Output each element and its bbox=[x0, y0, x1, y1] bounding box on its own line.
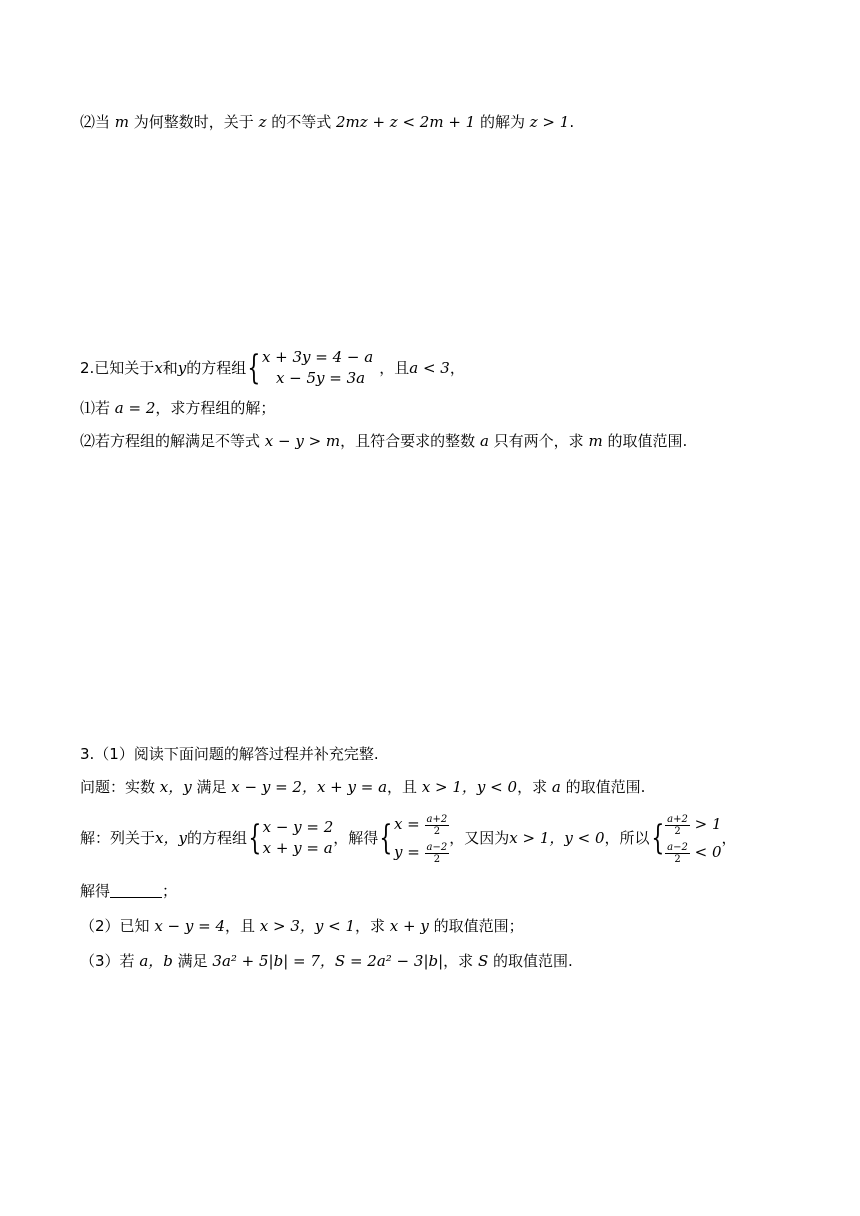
math-vars: x，y bbox=[159, 778, 192, 796]
math-var: a bbox=[479, 432, 489, 450]
fraction-num: a−2 bbox=[426, 841, 448, 853]
text: 的取值范围； bbox=[428, 917, 524, 935]
math-var: x bbox=[154, 359, 163, 377]
q3-result bbox=[80, 880, 177, 902]
math-equations: x − y = 2，x + y = a bbox=[231, 778, 388, 796]
equation-1: x − y = 2 bbox=[262, 818, 334, 836]
text: ； bbox=[162, 882, 178, 900]
math-condition: x > 1，y < 0 bbox=[421, 778, 518, 796]
text: （2）已知 bbox=[80, 917, 155, 935]
text: ，求方程组的解； bbox=[155, 399, 276, 417]
equation-2: x − 5y = 3a bbox=[275, 369, 366, 387]
fraction-den: 2 bbox=[674, 853, 681, 865]
text: 的方程组 bbox=[186, 829, 247, 847]
math-var: y bbox=[177, 359, 187, 377]
text: 解：列关于 bbox=[80, 829, 156, 847]
fraction-den: 2 bbox=[433, 853, 441, 865]
equation-system bbox=[263, 817, 334, 859]
text: 的取值范围. bbox=[560, 778, 646, 796]
math-condition: a < 3 bbox=[409, 359, 450, 377]
math-var: z bbox=[258, 113, 267, 131]
math-condition: x > 1，y < 0 bbox=[509, 829, 605, 847]
fraction-den: 2 bbox=[674, 825, 681, 837]
solution-y bbox=[394, 838, 449, 866]
math-var: m bbox=[588, 432, 603, 450]
solution-system bbox=[394, 810, 449, 866]
text: . bbox=[569, 113, 575, 131]
equation-system bbox=[262, 347, 373, 389]
q1-part2 bbox=[80, 111, 574, 133]
text: 3.（1）阅读下面问题的解答过程并补充完整. bbox=[80, 745, 379, 763]
q2-part2 bbox=[80, 430, 687, 452]
math-equation: x − y = 4 bbox=[154, 917, 225, 935]
text: 满足 bbox=[172, 952, 213, 970]
text: ，求 bbox=[443, 952, 478, 970]
fraction-num: a+2 bbox=[426, 813, 448, 825]
text: 的解为 bbox=[475, 113, 530, 131]
math-inequality: x − y > m bbox=[264, 432, 341, 450]
fraction-num: a−2 bbox=[667, 841, 688, 853]
text: ，又因为 bbox=[449, 829, 510, 847]
q3-solution bbox=[80, 808, 737, 868]
text: 的取值范围. bbox=[488, 952, 573, 970]
text: 的不等式 bbox=[266, 113, 337, 131]
fraction bbox=[665, 814, 690, 837]
text: ，且 bbox=[387, 778, 422, 796]
math-value: a = 2 bbox=[114, 399, 156, 417]
q3-part3 bbox=[80, 950, 573, 972]
text: 的方程组 bbox=[186, 359, 247, 377]
fraction bbox=[665, 842, 690, 865]
q3-part2 bbox=[80, 915, 524, 937]
text: 2.已知关于 bbox=[80, 359, 155, 377]
fraction bbox=[425, 814, 450, 837]
text: ，求 bbox=[355, 917, 390, 935]
text: ⑴若 bbox=[80, 399, 115, 417]
text: ，解得 bbox=[333, 829, 379, 847]
math-expression: x + y bbox=[389, 917, 429, 935]
math-lhs: x = bbox=[393, 815, 420, 833]
equation-1: x + 3y = 4 − a bbox=[261, 348, 374, 366]
brace: { bbox=[650, 818, 664, 858]
math-lhs: y = bbox=[393, 843, 420, 861]
text: 和 bbox=[162, 359, 178, 377]
q2-intro bbox=[80, 346, 465, 390]
math-vars: a，b bbox=[139, 952, 173, 970]
inequality-2 bbox=[665, 838, 721, 866]
inequality-1 bbox=[665, 810, 721, 838]
text: ，且 bbox=[225, 917, 260, 935]
math-relation: < 0 bbox=[694, 843, 722, 861]
math-vars: x，y bbox=[155, 829, 187, 847]
math-condition: x > 3，y < 1 bbox=[259, 917, 356, 935]
text: ， bbox=[449, 359, 465, 377]
math-solution: z > 1 bbox=[529, 113, 570, 131]
text: ，所以 bbox=[604, 829, 650, 847]
text: ，且 bbox=[379, 359, 410, 377]
text: ， bbox=[721, 829, 737, 847]
text: ，且符合要求的整数 bbox=[340, 432, 480, 450]
math-var: S bbox=[477, 952, 489, 970]
math-relation: > 1 bbox=[694, 815, 722, 833]
math-var: m bbox=[114, 113, 130, 131]
solution-x bbox=[394, 810, 449, 838]
math-equations: 3a² + 5|b| = 7，S = 2a² − 3|b| bbox=[212, 952, 444, 970]
brace: { bbox=[247, 348, 261, 388]
equation-2: x + y = a bbox=[262, 839, 333, 857]
brace: { bbox=[379, 818, 393, 858]
text: 的取值范围. bbox=[602, 432, 688, 450]
math-inequality: 2mz + z < 2m + 1 bbox=[336, 113, 476, 131]
text: 解得 bbox=[80, 882, 111, 900]
math-var: a bbox=[551, 778, 561, 796]
text: （3）若 bbox=[80, 952, 140, 970]
text: ，求 bbox=[517, 778, 552, 796]
fraction-num: a+2 bbox=[667, 813, 688, 825]
q3-title bbox=[80, 743, 379, 765]
text: 问题：实数 bbox=[80, 778, 160, 796]
answer-blank[interactable] bbox=[110, 883, 162, 898]
text: ⑵当 bbox=[80, 113, 115, 131]
fraction-den: 2 bbox=[433, 825, 441, 837]
brace: { bbox=[248, 818, 262, 858]
text: 为何整数时，关于 bbox=[129, 113, 259, 131]
text: ⑵若方程组的解满足不等式 bbox=[80, 432, 265, 450]
q2-part1 bbox=[80, 397, 275, 419]
text: 满足 bbox=[191, 778, 232, 796]
text: 只有两个，求 bbox=[488, 432, 589, 450]
q3-problem bbox=[80, 776, 645, 798]
fraction bbox=[425, 842, 450, 865]
inequality-system bbox=[665, 810, 721, 866]
